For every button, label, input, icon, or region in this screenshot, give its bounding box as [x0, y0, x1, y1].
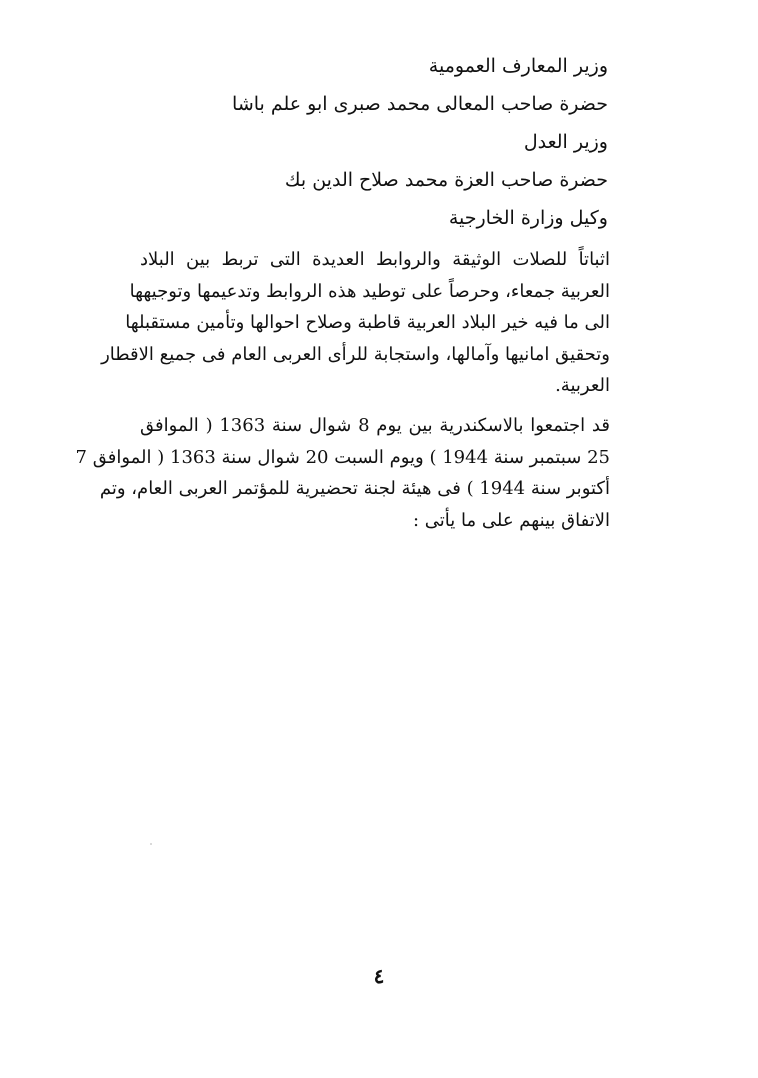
heading-line-foreign-undersecretary: وكيل وزارة الخارجية: [448, 207, 608, 229]
preamble-paragraph: [101, 244, 610, 402]
paragraph-line: اثباتاً للصلات الوثيقة والروابط العديدة التى تربط بين البلاد: [140, 249, 610, 270]
meeting-paragraph: [75, 410, 610, 536]
paragraph-line: الاتفاق بينهم على ما يأتى :: [413, 509, 610, 531]
scan-speck: [150, 843, 152, 845]
page-number: ٤: [373, 964, 385, 988]
paragraph-line: العربية.: [555, 375, 610, 396]
heading-line-justice-minister: وزير العدل: [523, 131, 608, 153]
heading-line-honour-salah-eldin: حضرة صاحب العزة محمد صلاح الدين بك: [284, 169, 608, 191]
paragraph-line: وتحقيق امانيها وآمالها، واستجابة للرأى العربى العام فى جميع الاقطار: [101, 343, 610, 365]
heading-line-justice-excellency: حضرة صاحب المعالى محمد صبرى ابو علم باشا: [232, 93, 608, 115]
paragraph-line: العربية جمعاء، وحرصاً على توطيد هذه الروابط وتدعيمها وتوجيهها: [129, 280, 610, 302]
heading-line-education-minister: وزير المعارف العمومية: [428, 55, 608, 77]
paragraph-line: الى ما فيه خير البلاد العربية قاطبة وصلاح احوالها وتأمين مستقبلها: [125, 312, 610, 333]
paragraph-line: 25 سبتمبر سنة 1944 ) ويوم السبت 20 شوال سنة 1363 ( الموافق 7: [75, 446, 610, 468]
paragraph-line: أكتوبر سنة 1944 ) فى هيئة لجنة تحضيرية للمؤتمر العربى العام، وتم: [99, 478, 610, 499]
paragraph-line: قد اجتمعوا بالاسكندرية بين يوم 8 شوال سنة 1363 ( الموافق: [140, 415, 610, 436]
